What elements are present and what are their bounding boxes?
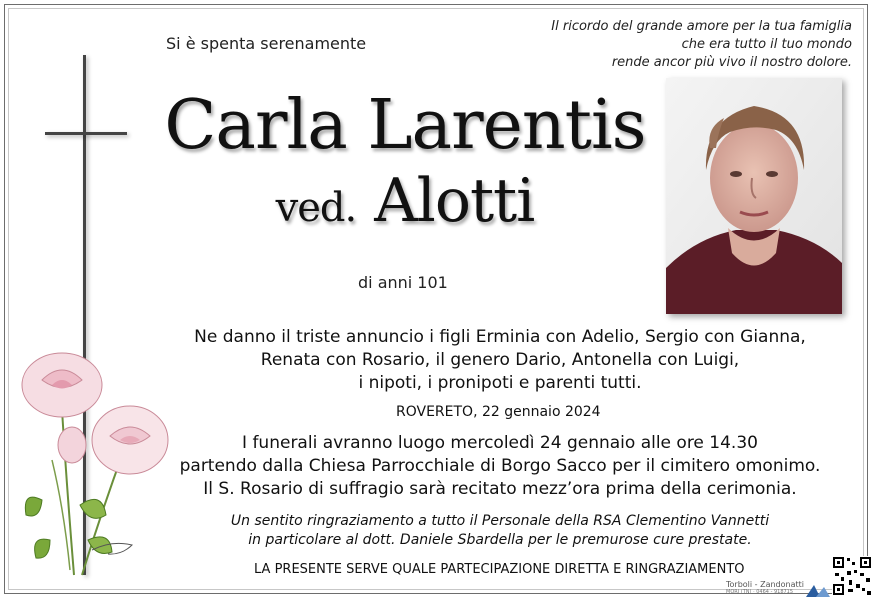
funeral-home-logo-icon: [806, 582, 830, 596]
age-text: di anni 101: [358, 273, 448, 292]
funeral-home-brand: Torboli - Zandonatti: [726, 580, 804, 589]
funeral-line: Il S. Rosario di suffragio sarà recitato mezz’ora prima della cerimonia.: [203, 479, 797, 499]
intro-text: Si è spenta serenamente: [166, 34, 367, 53]
married-name-line: [140, 166, 670, 236]
memorial-quote: [532, 18, 852, 72]
portrait-image: [666, 78, 842, 314]
ved-label: ved.: [275, 185, 357, 231]
deceased-name: Carla Larentis: [164, 86, 646, 165]
announcement: [150, 326, 850, 395]
thanks-line: in particolare al dott. Daniele Sbardella per le premurose cure prestate.: [248, 532, 752, 548]
portrait-photo: [666, 78, 842, 314]
roses-illustration-icon: [12, 340, 172, 580]
quote-line: rende ancor più vivo il nostro dolore.: [611, 55, 852, 70]
announcement-line: Renata con Rosario, il genero Dario, Antonella con Luigi,: [260, 350, 740, 370]
funeral-line: partendo dalla Chiesa Parrocchiale di Borgo Sacco per il cimitero omonimo.: [179, 456, 821, 476]
place-date: ROVERETO, 22 gennaio 2024: [396, 404, 601, 420]
quote-line: Il ricordo del grande amore per la tua famiglia: [551, 19, 852, 34]
married-name: Alotti: [374, 166, 535, 236]
thanks-line: Un sentito ringraziamento a tutto il Personale della RSA Clementino Vannetti: [230, 513, 770, 529]
qr-code-icon[interactable]: [832, 556, 872, 596]
cross-icon-horizontal: [45, 132, 127, 135]
announcement-line: i nipoti, i pronipoti e parenti tutti.: [358, 373, 642, 393]
funeral-line: I funerali avranno luogo mercoledì 24 gennaio alle ore 14.30: [242, 433, 758, 453]
quote-line: che era tutto il tuo mondo: [681, 37, 852, 52]
footer-notice: LA PRESENTE SERVE QUALE PARTECIPAZIONE DIRETTA E RINGRAZIAMENTO: [254, 562, 745, 577]
thanks-note: [200, 512, 800, 550]
funeral-info: [140, 432, 860, 501]
announcement-line: Ne danno il triste annuncio i figli Erminia con Adelio, Sergio con Gianna,: [194, 327, 806, 347]
funeral-home-contact: MORI (TN) · 0464 - 918715: [726, 589, 794, 595]
